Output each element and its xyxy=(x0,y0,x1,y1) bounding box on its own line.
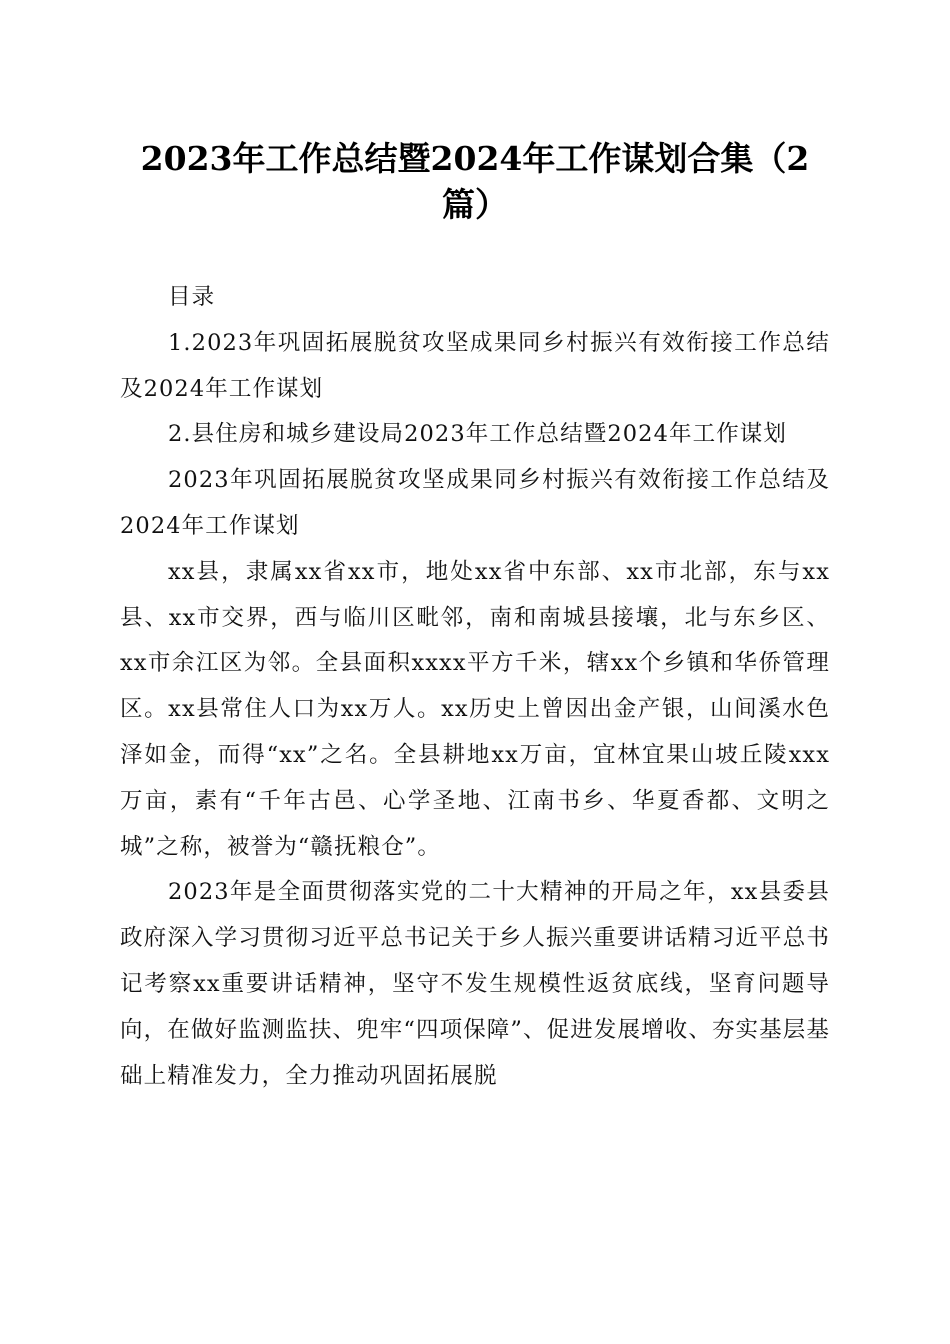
toc-item: 2.县住房和城乡建设局2023年工作总结暨2024年工作谋划 xyxy=(168,421,787,448)
article-title: 2023年巩固拓展脱贫攻坚成果同乡村振兴有效衔接工作总结及2024年工作谋划 xyxy=(120,467,830,539)
body-paragraph: 2023年是全面贯彻落实党的二十大精神的开局之年，xx县委县政府深入学习贯彻习近平总书记关于乡人振兴重要讲话精习近平总书记考察xx重要讲话精神，坚守不发生规模性返贫底线，坚育问题导向，在做好监测监扶、兜牢“四项保障”、促进发展增收、夯实基层基础上精准发力，全力推动巩固拓展脱 xyxy=(120,879,830,1089)
toc-heading: 目录 xyxy=(168,284,216,310)
toc-item: 1.2023年巩固拓展脱贫攻坚成果同乡村振兴有效衔接工作总结及2024年工作谋划 xyxy=(120,329,830,402)
document-title: 2023年工作总结暨2024年工作谋划合集（2篇） xyxy=(140,139,810,224)
document-body xyxy=(120,275,830,1099)
body-paragraph: xx县，隶属xx省xx市，地处xx省中东部、xx市北部，东与xx县、xx市交界，西与临川区毗邻，南和南城县接壤，北与东乡区、xx市余江区为邻。全县面积xxxx平方千米，辖xx个乡镇和华侨管理区。xx县常住人口为xx万人。xx历史上曾因出金产银，山间溪水色泽如金，而得“xx”之名。全县耕地xx万亩，宜林宜果山坡丘陵xxx万亩，素有“千年古邑、心学圣地、江南书乡、华夏香都、文明之城”之称，被誉为“赣抚粮仓”。 xyxy=(120,558,830,860)
